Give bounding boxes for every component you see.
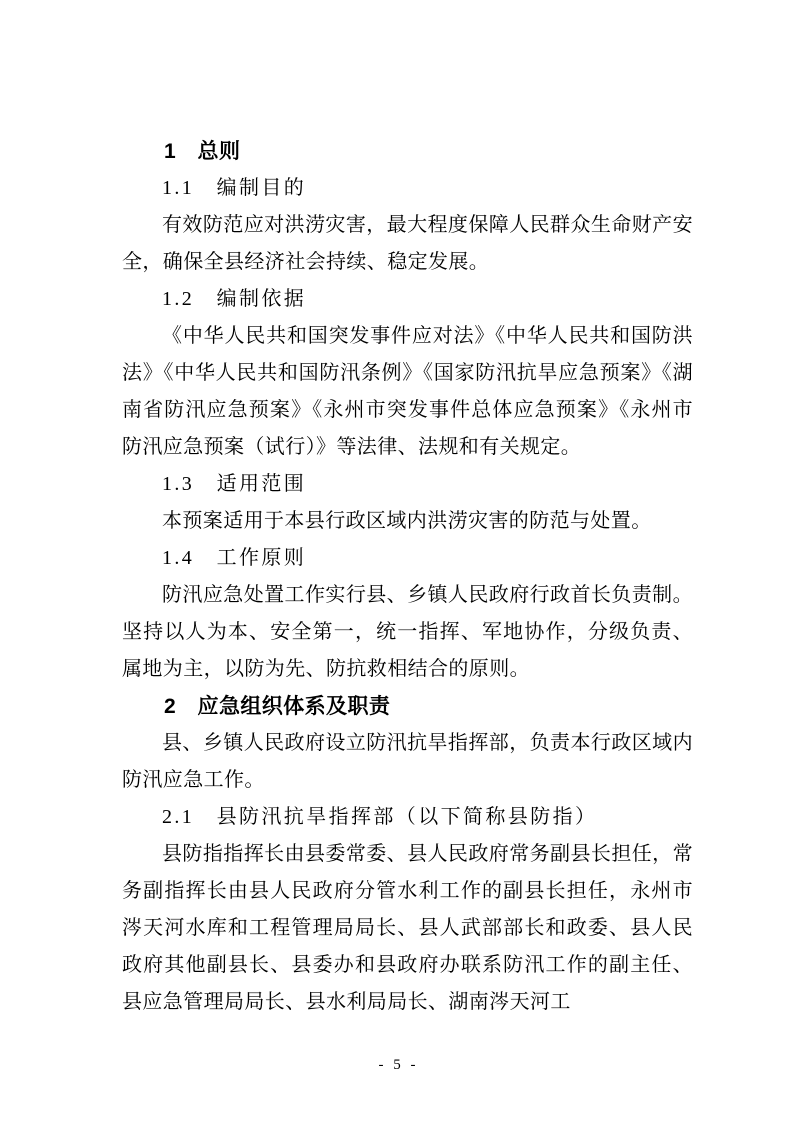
paragraph: 防汛应急处置工作实行县、乡镇人民政府行政首长负责制。坚持以人为本、安全第一，统一指挥、军地协作，分级负责、属地为主，以防为先、防抗救相结合的原则。 xyxy=(122,584,693,680)
subsection-heading-1-4: 1.4 工作原则 xyxy=(162,547,307,569)
subsection-heading-1-1: 1.1 编制目的 xyxy=(162,177,307,199)
paragraph: 县防指指挥长由县委常委、县人民政府常务副县长担任，常务副指挥长由县人民政府分管水利工作的副县长担任，永州市涔天河水库和工程管理局局长、县人武部部长和政委、县人民政府其他副县长、县委办和县政府办联系防汛工作的副主任、县应急管理局局长、县水利局局长、湖南涔天河工 xyxy=(122,843,693,1013)
subsection-heading-1-3: 1.3 适用范围 xyxy=(162,473,307,495)
paragraph: 《中华人民共和国突发事件应对法》《中华人民共和国防洪法》《中华人民共和国防汛条例》《国家防汛抗旱应急预案》《湖南省防汛应急预案》《永州市突发事件总体应急预案》《永州市防汛应急预案（试行）》等法律、法规和有关规定。 xyxy=(122,325,693,458)
subsection-heading-2-1: 2.1 县防汛抗旱指挥部（以下简称县防指） xyxy=(162,806,598,828)
paragraph: 县、乡镇人民政府设立防汛抗旱指挥部，负责本行政区域内防汛应急工作。 xyxy=(122,732,693,791)
paragraph: 本预案适用于本县行政区域内洪涝灾害的防范与处置。 xyxy=(162,510,652,532)
subsection-heading-1-2: 1.2 编制依据 xyxy=(162,288,307,310)
paragraph: 有效防范应对洪涝灾害，最大程度保障人民群众生命财产安全，确保全县经济社会持续、稳定发展。 xyxy=(122,214,693,273)
section-heading-1: 1 总则 xyxy=(164,140,241,163)
page-number: - 5 - xyxy=(378,1057,419,1073)
section-heading-2: 2 应急组织体系及职责 xyxy=(164,695,391,718)
